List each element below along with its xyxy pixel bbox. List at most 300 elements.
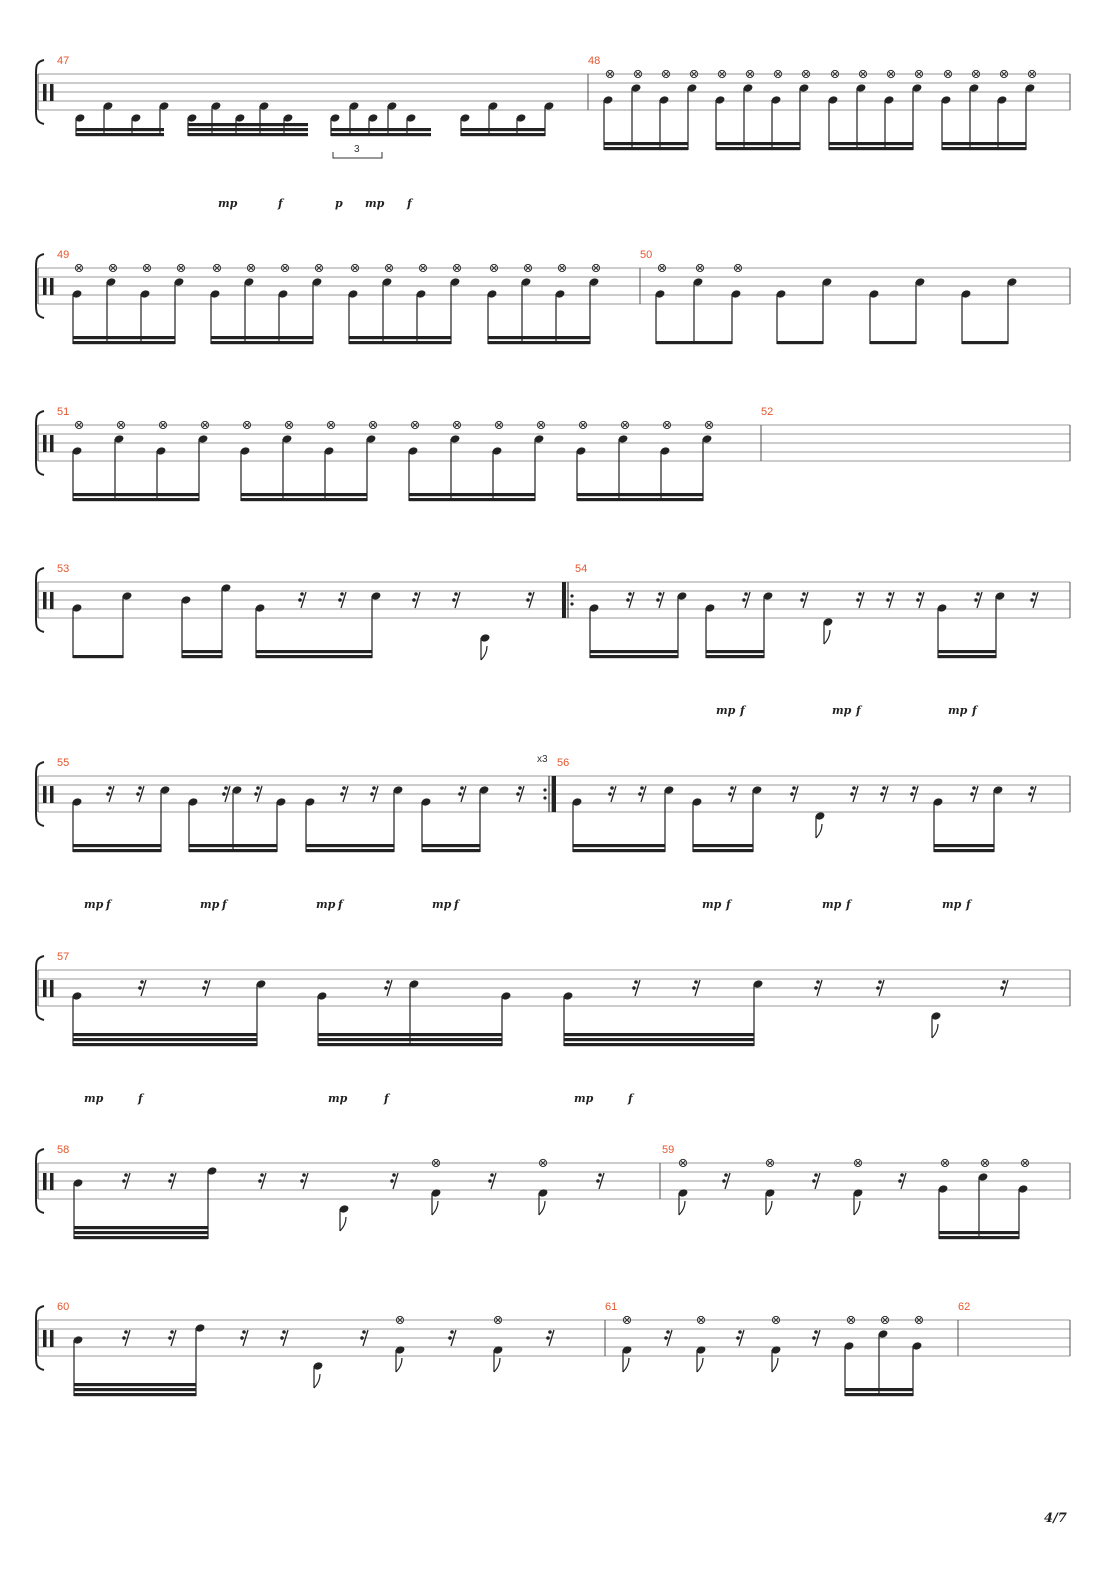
single-note: [313, 1361, 324, 1388]
rest-dot: [1032, 592, 1036, 596]
rest-dot: [122, 1179, 126, 1183]
note-beam: [73, 1033, 257, 1036]
rest-dot: [692, 986, 696, 990]
rest-dot: [640, 786, 644, 790]
rest-dot: [136, 792, 140, 796]
note-beam: [211, 341, 313, 344]
rest-dot: [880, 792, 884, 796]
dynamic-marking: mp: [942, 898, 962, 911]
measure-number: 53: [57, 563, 70, 575]
dynamic-marking: mp: [832, 704, 852, 717]
note-flag: [697, 1358, 703, 1372]
note-beam: [256, 655, 372, 658]
page-number: 4/7: [1044, 1511, 1067, 1526]
note-beam: [777, 341, 823, 344]
single-note: [765, 1159, 776, 1215]
dynamic-marking: mp: [702, 898, 722, 911]
single-note: [696, 1316, 707, 1372]
dynamic-marking: f: [407, 197, 412, 210]
single-note: [853, 1159, 864, 1215]
measure-number: 47: [57, 55, 70, 67]
rest-dot: [814, 1173, 818, 1177]
rest-dot: [258, 1179, 262, 1183]
dynamic-marking: f: [966, 898, 971, 911]
percussion-clef: [43, 278, 47, 295]
rest-dot: [694, 980, 698, 984]
note-beam: [934, 849, 994, 852]
rest-dot: [814, 986, 818, 990]
dynamic-marking: p: [335, 197, 343, 210]
note-beam: [188, 133, 308, 136]
rest-dot: [666, 1330, 670, 1334]
rest-dot: [626, 598, 630, 602]
note-group: [933, 785, 1004, 852]
note-beam: [962, 341, 1008, 344]
note-beam: [306, 849, 394, 852]
note-beam: [73, 336, 175, 339]
note-group: [330, 101, 431, 136]
note-beam: [73, 844, 161, 847]
dynamic-marking: mp: [200, 898, 220, 911]
note-beam: [331, 133, 431, 136]
note-beam: [938, 655, 996, 658]
note-flag: [824, 630, 830, 644]
note-beam: [73, 493, 199, 496]
single-note: [823, 617, 834, 644]
rest-dot: [516, 792, 520, 796]
note-beam: [573, 844, 665, 847]
rest-dot: [338, 598, 342, 602]
note-beam: [211, 336, 313, 339]
rest-dot: [370, 792, 374, 796]
note-group: [705, 591, 774, 658]
dynamic-marking: mp: [432, 898, 452, 911]
rest-dot: [452, 598, 456, 602]
rest-dot: [384, 986, 388, 990]
rest-dot: [856, 598, 860, 602]
rest-dot: [970, 792, 974, 796]
rest-dot: [918, 592, 922, 596]
percussion-clef: [50, 1330, 54, 1347]
note-group: [73, 1166, 218, 1239]
single-note: [622, 1316, 633, 1372]
note-group: [72, 979, 267, 1046]
rest-dot: [742, 598, 746, 602]
note-beam: [604, 147, 688, 150]
rest-dot: [362, 1330, 366, 1334]
note-flag: [432, 1201, 438, 1215]
repeat-dot: [570, 594, 573, 597]
rest-dot: [1002, 980, 1006, 984]
dynamic-marking: mp: [84, 898, 104, 911]
staff-system: [36, 1144, 1070, 1239]
note-group: [255, 591, 382, 658]
note-beam: [573, 849, 665, 852]
note-beam: [422, 849, 480, 852]
rest-dot: [814, 1330, 818, 1334]
note-beam: [845, 1388, 913, 1391]
note-beam: [74, 1231, 208, 1234]
staff-system: [36, 55, 1070, 210]
rest-dot: [850, 792, 854, 796]
note-beam: [182, 650, 222, 653]
dynamic-marking: mp: [822, 898, 842, 911]
note-group: [563, 979, 764, 1046]
measure-number: 60: [57, 1301, 70, 1313]
note-beam: [829, 147, 913, 150]
note-group: [72, 785, 171, 852]
single-note: [815, 811, 826, 838]
rest-dot: [898, 1179, 902, 1183]
measure-number: 58: [57, 1144, 70, 1156]
rest-dot: [1030, 786, 1034, 790]
note-beam: [564, 1033, 754, 1036]
note-beam: [564, 1043, 754, 1046]
note-beam: [74, 1226, 208, 1229]
rest-dot: [414, 592, 418, 596]
note-beam: [73, 498, 199, 501]
rest-dot: [912, 786, 916, 790]
rest-dot: [632, 986, 636, 990]
dynamic-marking: mp: [365, 197, 385, 210]
measure-number: 52: [761, 406, 774, 418]
rest-dot: [816, 980, 820, 984]
note-flag: [340, 1217, 346, 1231]
note-group: [460, 101, 555, 136]
rest-dot: [170, 1173, 174, 1177]
note-beam: [656, 341, 732, 344]
note-flag: [623, 1358, 629, 1372]
dynamic-marking: f: [138, 1092, 143, 1105]
repeat-start-barline: [562, 582, 566, 618]
rest-dot: [300, 592, 304, 596]
note-group: [75, 101, 170, 136]
repeat-count: x3: [537, 754, 548, 765]
rest-dot: [658, 592, 662, 596]
rest-dot: [138, 986, 142, 990]
note-flag: [494, 1358, 500, 1372]
note-flag: [314, 1374, 320, 1388]
percussion-clef: [50, 786, 54, 803]
rest-dot: [812, 1179, 816, 1183]
note-beam: [693, 849, 753, 852]
note-beam: [488, 336, 590, 339]
percussion-clef: [50, 1173, 54, 1190]
note-flag: [481, 646, 487, 660]
percussion-clef: [43, 592, 47, 609]
single-note: [395, 1316, 406, 1372]
rest-dot: [260, 1173, 264, 1177]
rest-dot: [888, 592, 892, 596]
note-beam: [564, 1038, 754, 1041]
percussion-clef: [43, 435, 47, 452]
rest-dot: [800, 598, 804, 602]
rest-dot: [458, 792, 462, 796]
dynamic-marking: f: [384, 1092, 389, 1105]
single-note: [771, 1316, 782, 1372]
rest-dot: [852, 786, 856, 790]
note-beam: [939, 1236, 1019, 1239]
staff-system: [36, 1301, 1070, 1396]
rest-dot: [242, 1330, 246, 1334]
rest-dot: [1030, 598, 1034, 602]
rest-dot: [858, 592, 862, 596]
rest-dot: [598, 1173, 602, 1177]
note-beam: [73, 1043, 257, 1046]
rest-dot: [656, 598, 660, 602]
rest-dot: [596, 1179, 600, 1183]
note-group: [187, 101, 308, 136]
dynamic-marking: f: [726, 898, 731, 911]
note-beam: [942, 147, 1026, 150]
rest-dot: [300, 1179, 304, 1183]
note-beam: [461, 133, 545, 136]
note-beam: [706, 650, 764, 653]
measure-number: 51: [57, 406, 70, 418]
rest-dot: [548, 1330, 552, 1334]
rest-dot: [1028, 792, 1032, 796]
note-beam: [182, 655, 222, 658]
note-group: [421, 785, 490, 852]
rest-dot: [202, 986, 206, 990]
dynamic-marking: f: [278, 197, 283, 210]
dynamic-marking: f: [628, 1092, 633, 1105]
note-beam: [716, 142, 800, 145]
note-group: [589, 591, 688, 658]
staff-system: [36, 563, 1070, 717]
rest-dot: [724, 1173, 728, 1177]
dynamic-marking: f: [338, 898, 343, 911]
rest-dot: [528, 592, 532, 596]
rest-dot: [518, 786, 522, 790]
note-group: [73, 1323, 206, 1396]
note-group: [188, 785, 287, 852]
rest-dot: [392, 1173, 396, 1177]
dynamic-marking: f: [740, 704, 745, 717]
dynamic-marking: f: [972, 704, 977, 717]
single-note: [480, 633, 491, 660]
dynamic-marking: mp: [948, 704, 968, 717]
rest-dot: [882, 786, 886, 790]
note-flag: [816, 824, 822, 838]
rest-dot: [976, 592, 980, 596]
repeat-dot: [543, 788, 546, 791]
measure-number: 57: [57, 951, 70, 963]
note-beam: [349, 336, 451, 339]
note-beam: [870, 341, 916, 344]
rest-dot: [124, 1173, 128, 1177]
dynamic-marking: mp: [84, 1092, 104, 1105]
rest-dot: [664, 1336, 668, 1340]
rest-dot: [628, 592, 632, 596]
rest-dot: [876, 986, 880, 990]
note-beam: [716, 147, 800, 150]
note-group: [692, 785, 763, 852]
rest-dot: [972, 786, 976, 790]
note-beam: [241, 493, 367, 496]
note-beam: [74, 1393, 196, 1396]
rest-dot: [610, 786, 614, 790]
note-beam: [188, 128, 308, 131]
note-beam: [942, 142, 1026, 145]
measure-number: 50: [640, 249, 653, 261]
dynamic-marking: f: [106, 898, 111, 911]
rest-dot: [490, 1173, 494, 1177]
note-beam: [488, 341, 590, 344]
rest-dot: [372, 786, 376, 790]
note-beam: [938, 650, 996, 653]
note-beam: [256, 650, 372, 653]
rest-dot: [124, 1330, 128, 1334]
rest-dot: [736, 1336, 740, 1340]
rest-dot: [634, 980, 638, 984]
rest-dot: [526, 598, 530, 602]
rest-dot: [122, 1336, 126, 1340]
rest-dot: [722, 1179, 726, 1183]
rest-dot: [386, 980, 390, 984]
note-group: [181, 583, 232, 658]
measure-number: 59: [662, 1144, 675, 1156]
note-beam: [604, 142, 688, 145]
rest-dot: [546, 1336, 550, 1340]
single-note: [538, 1159, 549, 1215]
note-group: [305, 785, 404, 852]
note-beam: [939, 1231, 1019, 1234]
note-beam: [331, 128, 431, 131]
measure-number: 55: [57, 757, 70, 769]
staff-system: [36, 249, 1070, 344]
note-beam: [422, 844, 480, 847]
dynamic-marking: f: [222, 898, 227, 911]
note-group: [572, 785, 675, 852]
note-beam: [74, 1388, 196, 1391]
repeat-dot: [570, 602, 573, 605]
percussion-clef: [50, 435, 54, 452]
rest-dot: [256, 786, 260, 790]
rest-dot: [488, 1179, 492, 1183]
rest-dot: [282, 1330, 286, 1334]
rest-dot: [744, 592, 748, 596]
rest-dot: [390, 1179, 394, 1183]
measure-number: 48: [588, 55, 601, 67]
rest-dot: [460, 786, 464, 790]
note-beam: [577, 498, 703, 501]
repeat-end-barline: [552, 776, 556, 812]
note-beam: [318, 1033, 502, 1036]
measure-number: 61: [605, 1301, 618, 1313]
note-beam: [73, 849, 161, 852]
rest-dot: [254, 792, 258, 796]
percussion-clef: [50, 84, 54, 101]
rest-dot: [298, 598, 302, 602]
percussion-clef: [43, 1173, 47, 1190]
note-flag: [766, 1201, 772, 1215]
dynamic-marking: f: [454, 898, 459, 911]
note-flag: [539, 1201, 545, 1215]
single-note: [931, 1011, 942, 1038]
note-beam: [934, 844, 994, 847]
rest-dot: [900, 1173, 904, 1177]
rest-dot: [974, 598, 978, 602]
note-flag: [396, 1358, 402, 1372]
rest-dot: [450, 1330, 454, 1334]
rest-dot: [168, 1179, 172, 1183]
note-flag: [679, 1201, 685, 1215]
single-note: [678, 1159, 689, 1215]
note-group: [937, 591, 1006, 658]
note-beam: [241, 498, 367, 501]
note-beam: [74, 1383, 196, 1386]
rest-dot: [240, 1336, 244, 1340]
note-group: [317, 979, 512, 1046]
single-note: [431, 1159, 442, 1215]
note-beam: [318, 1043, 502, 1046]
note-flag: [854, 1201, 860, 1215]
dynamic-marking: mp: [218, 197, 238, 210]
note-beam: [461, 128, 545, 131]
rest-dot: [454, 592, 458, 596]
dynamic-marking: f: [856, 704, 861, 717]
percussion-clef: [43, 980, 47, 997]
rest-dot: [224, 786, 228, 790]
percussion-clef: [50, 980, 54, 997]
percussion-clef: [50, 592, 54, 609]
note-beam: [845, 1393, 913, 1396]
percussion-clef: [43, 786, 47, 803]
note-beam: [409, 498, 535, 501]
measure-number: 49: [57, 249, 70, 261]
note-beam: [349, 341, 451, 344]
note-beam: [306, 844, 394, 847]
note-beam: [189, 844, 277, 847]
dynamic-marking: mp: [716, 704, 736, 717]
note-beam: [590, 650, 678, 653]
note-beam: [829, 142, 913, 145]
rest-dot: [302, 1173, 306, 1177]
single-note: [339, 1204, 350, 1231]
note-beam: [409, 493, 535, 496]
rest-dot: [138, 786, 142, 790]
rest-dot: [792, 786, 796, 790]
measure-number: 56: [557, 757, 570, 769]
note-beam: [73, 1038, 257, 1041]
measure-number: 62: [958, 1301, 971, 1313]
note-beam: [189, 849, 277, 852]
rest-dot: [448, 1336, 452, 1340]
note-group: [776, 277, 833, 344]
rest-dot: [916, 598, 920, 602]
percussion-clef: [50, 278, 54, 295]
note-beam: [73, 655, 123, 658]
rest-dot: [222, 792, 226, 796]
rest-dot: [340, 792, 344, 796]
rest-dot: [280, 1336, 284, 1340]
repeat-dot: [543, 796, 546, 799]
percussion-clef: [43, 1330, 47, 1347]
rest-dot: [360, 1336, 364, 1340]
rest-dot: [140, 980, 144, 984]
note-flag: [772, 1358, 778, 1372]
rest-dot: [910, 792, 914, 796]
dynamic-marking: mp: [574, 1092, 594, 1105]
rest-dot: [108, 786, 112, 790]
note-beam: [73, 341, 175, 344]
rest-dot: [412, 598, 416, 602]
note-group: [961, 277, 1018, 344]
rest-dot: [878, 980, 882, 984]
staff-system: [36, 406, 1070, 501]
rest-dot: [790, 792, 794, 796]
